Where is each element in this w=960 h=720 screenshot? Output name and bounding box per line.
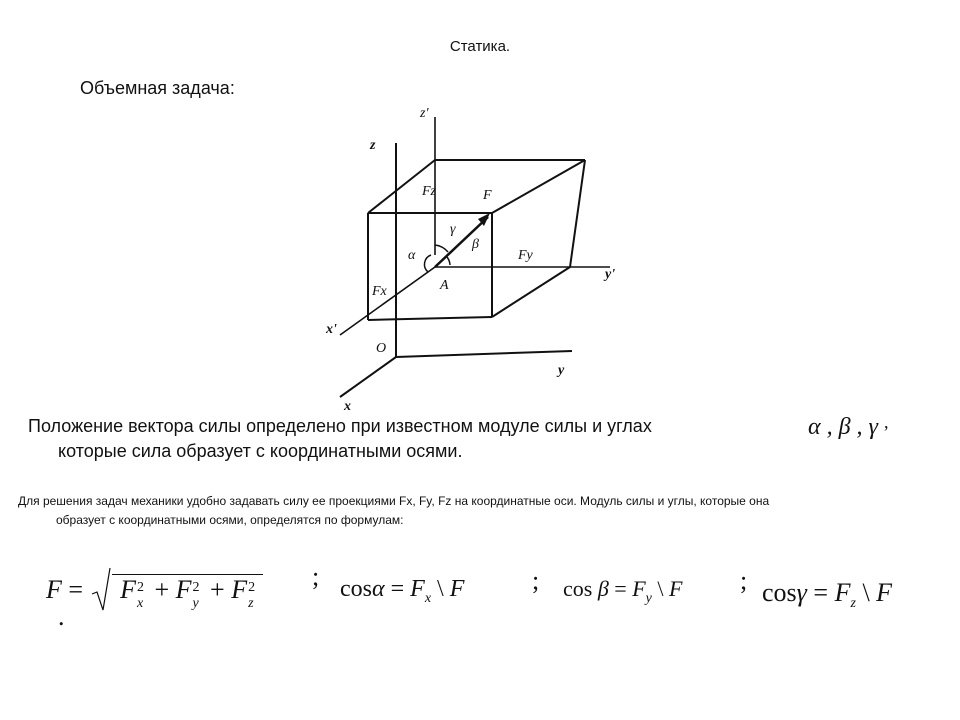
x-prime-axis [340,267,435,335]
angles-symbols [808,412,889,441]
projection-text [18,492,948,530]
label-z-prime: z' [420,106,429,121]
sqrt-content: F 2 x + F 2 y + F 2 z [112,574,264,604]
label-point-a: A [440,278,449,293]
paragraph-line: Положение вектора силы определено при известном модуле силы и углах [28,416,652,436]
alpha: α [372,576,385,602]
cube-edge [368,317,492,320]
label-y-prime: y' [605,267,616,282]
x-axis [340,357,396,397]
term-fy: F [175,575,192,604]
cube-edge [570,160,585,267]
label-beta: β [472,237,479,252]
term-fz: F [834,578,851,607]
sub-x: x [424,591,432,606]
formula-cos-alpha [340,576,464,607]
semicolon: ; [740,566,748,595]
alpha-arc [424,255,431,272]
term-fy: F [632,576,646,601]
label-alpha: α [408,248,416,263]
sqrt-icon [90,566,112,614]
angles-list: α , β , γ [808,414,879,440]
label-y: y [558,363,565,378]
paragraph-line: которые сила образует с координатными осями. [58,441,463,461]
force-cube-diagram [300,95,630,415]
backslash: \ [657,576,664,601]
cube-edge [492,160,585,213]
formula-f: F [669,576,683,601]
cube-edge [492,267,570,317]
sub-y: y [645,591,652,606]
force-vector [435,217,488,267]
beta: β [597,576,609,601]
y-axis [396,351,572,357]
formula-eq: = [813,578,829,607]
formula-f: F [449,576,465,602]
formula-cos-gamma [762,578,892,612]
term-fx: F [410,576,425,602]
label-gamma: γ [450,222,456,237]
backslash: \ [437,576,444,602]
paragraph-line: Для решения задач механики удобно задавать силу ее проекциями Fx, Fy, Fz на координатные оси. Модуль силы и углы, которые она [18,494,770,508]
label-z: z [370,138,376,153]
backslash: \ [862,578,870,607]
label-origin: O [376,341,387,356]
section-heading: Объемная задача: [80,78,235,98]
formula-eq: = [68,575,84,604]
label-force: F [483,188,492,203]
vector-position-text [28,414,818,464]
gamma: γ [796,578,807,607]
sub-z: z [850,596,856,611]
gamma-arc [435,245,448,252]
semicolon: ; [532,566,540,595]
angles-comma: , [884,412,889,432]
label-fz: Fz [422,184,436,199]
label-x-prime: x' [326,322,337,337]
semicolon: ; [312,562,320,591]
paragraph-line: образует с координатными осями, определятся по формулам: [56,513,404,527]
label-x: x [344,399,351,414]
label-fy: Fy [518,248,533,263]
formula-cos-beta [563,576,682,607]
plus: + [210,575,225,604]
formula-eq: = [390,576,405,602]
trailing-dot: . [58,602,65,631]
cos: cos [762,578,797,607]
formula-magnitude [46,566,263,614]
cos: cos [563,576,593,601]
formula-f: F [46,575,62,604]
label-fx: Fx [372,284,387,299]
plus: + [154,575,170,604]
formula-eq: = [614,576,627,601]
page-title: Статика. [449,38,511,55]
cos: cos [340,576,372,602]
formula-f: F [876,578,893,607]
term-fx: F [120,575,136,604]
beta-arc [447,257,450,265]
term-fz: F [231,575,248,604]
